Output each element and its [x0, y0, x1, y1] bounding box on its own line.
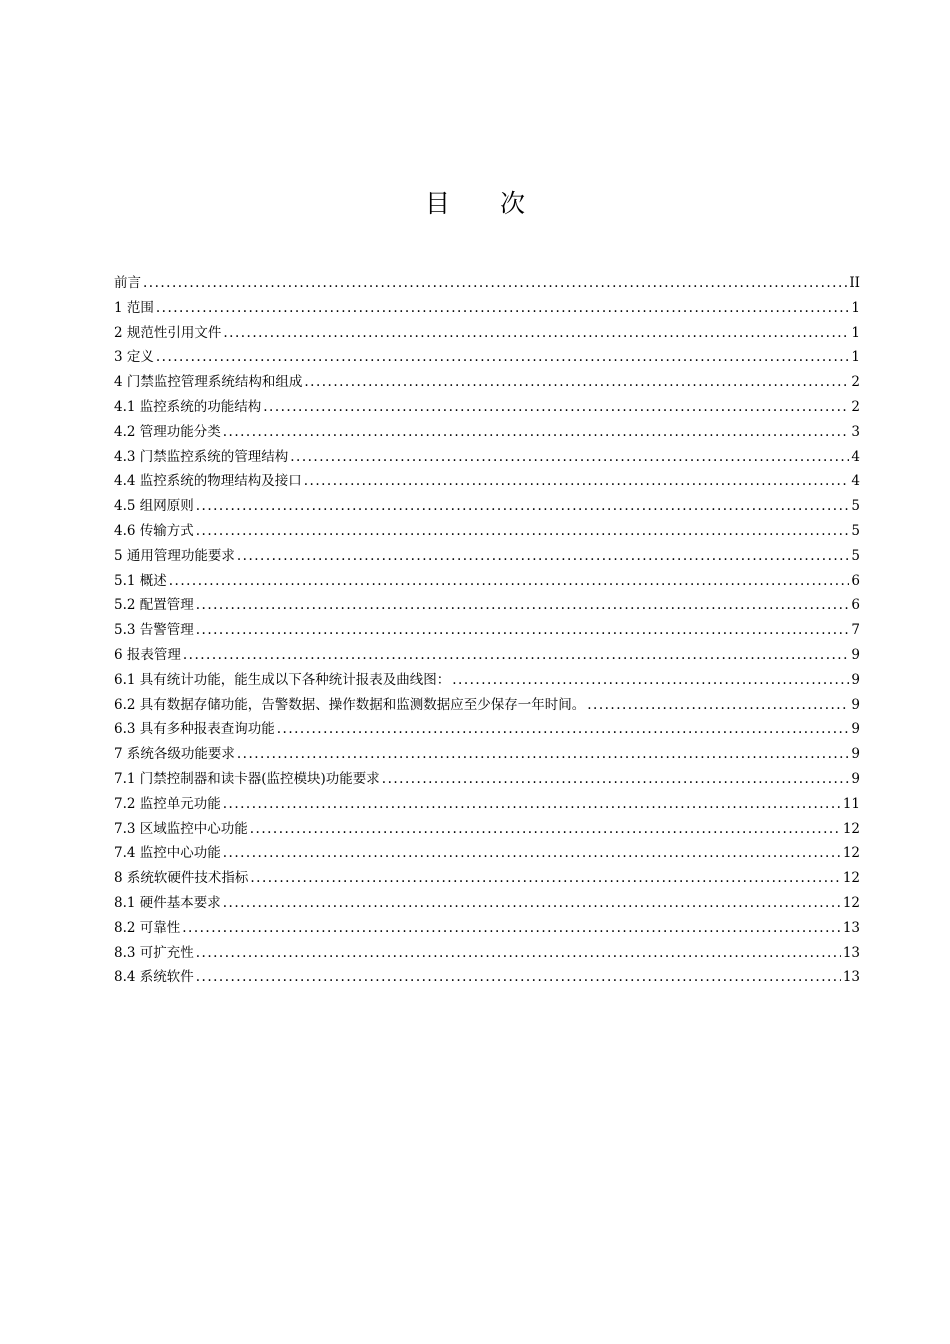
toc-leader-dots	[169, 569, 850, 594]
toc-leader-dots	[277, 717, 850, 742]
toc-entry-page: 9	[851, 770, 860, 787]
toc-leader-dots	[237, 544, 850, 569]
toc-entry[interactable]	[114, 668, 860, 693]
toc-leader-dots	[304, 469, 850, 494]
toc-entry-page: 12	[842, 894, 860, 911]
toc-entry-page: 9	[851, 671, 860, 688]
toc-leader-dots	[382, 767, 850, 792]
toc-entry-page: 12	[842, 845, 860, 862]
toc-entry[interactable]	[114, 618, 860, 643]
toc-entry[interactable]	[114, 891, 860, 916]
page-title	[0, 184, 950, 220]
toc-entry-page: 9	[851, 646, 860, 663]
toc-entry[interactable]	[114, 693, 860, 718]
toc-entry-page: 1	[851, 349, 860, 366]
title-char-1: 目	[424, 189, 450, 218]
toc-leader-dots	[452, 668, 849, 693]
toc-entry[interactable]	[114, 544, 860, 569]
toc-entry[interactable]	[114, 494, 860, 519]
toc-entry-page: 11	[842, 795, 860, 812]
toc-entry-label: 6 报表管理	[114, 646, 181, 663]
toc-entry-label: 6.1 具有统计功能，能生成以下各种统计报表及曲线图：	[114, 671, 451, 688]
toc-entry[interactable]	[114, 817, 860, 842]
toc-entry-label: 5 通用管理功能要求	[114, 547, 235, 564]
toc-entry-label: 4 门禁监控管理系统结构和组成	[114, 374, 303, 391]
toc-entry[interactable]	[114, 345, 860, 370]
toc-entry[interactable]	[114, 941, 860, 966]
toc-entry-label: 3 定义	[114, 349, 154, 366]
toc-entry-label: 6.3 具有多种报表查询功能	[114, 721, 275, 738]
table-of-contents	[114, 271, 860, 990]
toc-entry-page: 2	[851, 398, 860, 415]
title-char-2: 次	[500, 189, 526, 218]
toc-leader-dots	[196, 941, 841, 966]
toc-entry-label: 8.2 可靠性	[114, 919, 181, 936]
toc-leader-dots	[587, 693, 849, 718]
toc-entry-page: 3	[851, 423, 860, 440]
toc-entry-page: 7	[851, 622, 860, 639]
toc-entry[interactable]	[114, 469, 860, 494]
toc-leader-dots	[250, 866, 840, 891]
toc-leader-dots	[223, 841, 841, 866]
toc-entry-label: 7 系统各级功能要求	[114, 746, 235, 763]
toc-entry-label: 7.4 监控中心功能	[114, 845, 221, 862]
toc-leader-dots	[304, 370, 849, 395]
toc-entry[interactable]	[114, 370, 860, 395]
toc-leader-dots	[250, 817, 841, 842]
toc-entry[interactable]	[114, 916, 860, 941]
toc-entry[interactable]	[114, 841, 860, 866]
toc-entry-page: 6	[851, 572, 860, 589]
toc-entry-label: 4.3 门禁监控系统的管理结构	[114, 448, 289, 465]
toc-entry[interactable]	[114, 420, 860, 445]
toc-entry-label: 8.4 系统软件	[114, 969, 194, 986]
toc-entry-label: 4.2 管理功能分类	[114, 423, 221, 440]
toc-entry-page: 1	[851, 299, 860, 316]
toc-entry-label: 7.3 区域监控中心功能	[114, 820, 248, 837]
toc-entry[interactable]	[114, 593, 860, 618]
toc-entry-page: 12	[842, 870, 860, 887]
toc-entry-label: 6.2 具有数据存储功能，告警数据、操作数据和监测数据应至少保存一年时间。	[114, 696, 586, 713]
toc-entry-page: II	[849, 275, 860, 291]
toc-entry-page: 5	[851, 498, 860, 515]
toc-entry[interactable]	[114, 866, 860, 891]
toc-entry[interactable]	[114, 271, 860, 296]
toc-leader-dots	[156, 296, 850, 321]
toc-entry-label: 4.6 传输方式	[114, 522, 194, 539]
toc-entry-page: 12	[842, 820, 860, 837]
toc-entry[interactable]	[114, 792, 860, 817]
toc-entry[interactable]	[114, 296, 860, 321]
toc-entry-page: 13	[842, 944, 860, 961]
toc-leader-dots	[290, 445, 849, 470]
toc-entry-label: 5.1 概述	[114, 572, 167, 589]
toc-entry[interactable]	[114, 767, 860, 792]
toc-entry[interactable]	[114, 965, 860, 990]
toc-entry-label: 4.4 监控系统的物理结构及接口	[114, 473, 302, 490]
toc-entry-page: 9	[851, 721, 860, 738]
toc-leader-dots	[183, 643, 850, 668]
toc-leader-dots	[156, 345, 850, 370]
toc-leader-dots	[223, 792, 841, 817]
toc-entry-page: 5	[851, 547, 860, 564]
toc-entry[interactable]	[114, 643, 860, 668]
toc-entry-label: 7.1 门禁控制器和读卡器(监控模块)功能要求	[114, 770, 380, 787]
toc-entry-page: 2	[851, 374, 860, 391]
toc-leader-dots	[223, 420, 850, 445]
toc-entry-label: 1 范围	[114, 299, 154, 316]
toc-entry-page: 4	[851, 473, 860, 490]
toc-leader-dots	[196, 965, 841, 990]
toc-entry-page: 13	[842, 969, 860, 986]
toc-entry-page: 4	[851, 448, 860, 465]
toc-entry-page: 13	[842, 919, 860, 936]
toc-entry[interactable]	[114, 321, 860, 346]
toc-leader-dots	[263, 395, 849, 420]
toc-entry-page: 9	[851, 746, 860, 763]
toc-entry-page: 9	[851, 696, 860, 713]
toc-entry[interactable]	[114, 445, 860, 470]
toc-entry-label: 5.2 配置管理	[114, 597, 194, 614]
toc-entry-page: 1	[851, 324, 860, 341]
toc-leader-dots	[196, 618, 850, 643]
toc-entry-label: 5.3 告警管理	[114, 622, 194, 639]
toc-leader-dots	[237, 742, 850, 767]
toc-leader-dots	[143, 271, 847, 296]
toc-entry[interactable]	[114, 717, 860, 742]
toc-leader-dots	[182, 916, 841, 941]
toc-entry-label: 7.2 监控单元功能	[114, 795, 221, 812]
toc-entry-label: 4.1 监控系统的功能结构	[114, 398, 262, 415]
toc-entry[interactable]	[114, 519, 860, 544]
toc-entry-label: 8.1 硬件基本要求	[114, 894, 221, 911]
toc-entry[interactable]	[114, 569, 860, 594]
toc-entry[interactable]	[114, 742, 860, 767]
toc-entry-label: 2 规范性引用文件	[114, 324, 222, 341]
toc-leader-dots	[196, 494, 850, 519]
toc-entry[interactable]	[114, 395, 860, 420]
toc-entry-page: 6	[851, 597, 860, 614]
toc-entry-label: 前言	[114, 275, 141, 291]
toc-leader-dots	[223, 321, 849, 346]
toc-leader-dots	[196, 519, 850, 544]
toc-leader-dots	[223, 891, 841, 916]
toc-entry-page: 5	[851, 522, 860, 539]
toc-entry-label: 8.3 可扩充性	[114, 944, 194, 961]
toc-entry-label: 4.5 组网原则	[114, 498, 194, 515]
toc-entry-label: 8 系统软硬件技术指标	[114, 870, 249, 887]
toc-leader-dots	[196, 593, 850, 618]
